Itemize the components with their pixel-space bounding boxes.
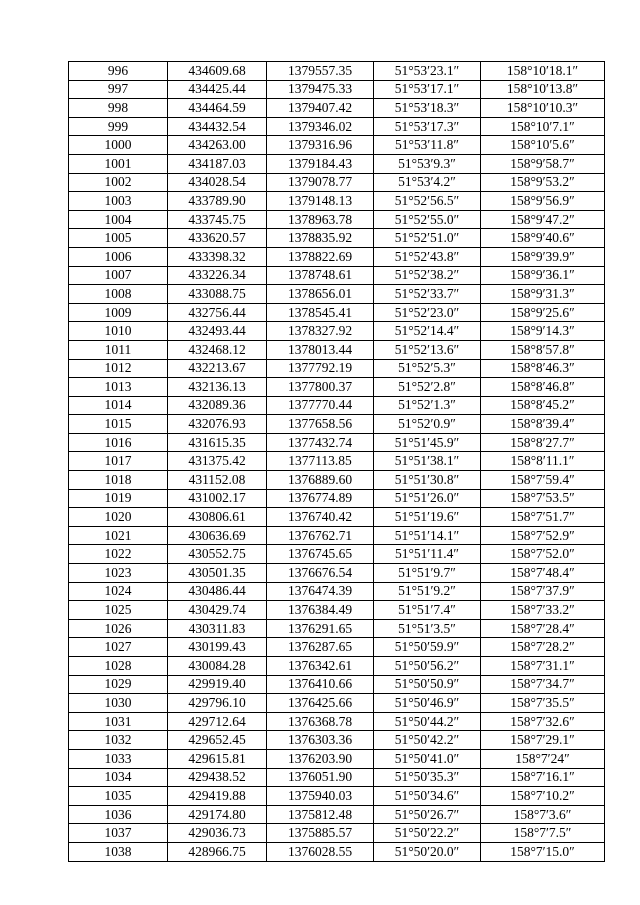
point-number-cell: 1001	[69, 154, 168, 173]
x-coordinate-cell: 432493.44	[168, 322, 267, 341]
y-coordinate-cell: 1377113.85	[267, 452, 374, 471]
longitude-cell: 158°8′45.2″	[481, 396, 605, 415]
y-coordinate-cell: 1375885.57	[267, 824, 374, 843]
point-number-cell: 1014	[69, 396, 168, 415]
y-coordinate-cell: 1377792.19	[267, 359, 374, 378]
y-coordinate-cell: 1376774.89	[267, 489, 374, 508]
x-coordinate-cell: 432089.36	[168, 396, 267, 415]
table-row	[69, 824, 605, 843]
latitude-cell: 51°50′35.3″	[374, 768, 481, 787]
x-coordinate-cell: 430806.61	[168, 508, 267, 527]
point-number-cell: 1027	[69, 638, 168, 657]
point-number-cell: 1009	[69, 303, 168, 322]
table-row	[69, 787, 605, 806]
point-number-cell: 1013	[69, 378, 168, 397]
y-coordinate-cell: 1376889.60	[267, 471, 374, 490]
point-number-cell: 1020	[69, 508, 168, 527]
table-row	[69, 657, 605, 676]
longitude-cell: 158°7′10.2″	[481, 787, 605, 806]
latitude-cell: 51°50′59.9″	[374, 638, 481, 657]
x-coordinate-cell: 429712.64	[168, 712, 267, 731]
longitude-cell: 158°7′28.4″	[481, 619, 605, 638]
point-number-cell: 1035	[69, 787, 168, 806]
latitude-cell: 51°51′9.7″	[374, 564, 481, 583]
table-row	[69, 62, 605, 81]
table-row	[69, 768, 605, 787]
latitude-cell: 51°52′43.8″	[374, 247, 481, 266]
point-number-cell: 1003	[69, 192, 168, 211]
x-coordinate-cell: 429919.40	[168, 675, 267, 694]
table-row	[69, 731, 605, 750]
table-row	[69, 99, 605, 118]
y-coordinate-cell: 1376384.49	[267, 601, 374, 620]
longitude-cell: 158°7′31.1″	[481, 657, 605, 676]
longitude-cell: 158°8′11.1″	[481, 452, 605, 471]
x-coordinate-cell: 433620.57	[168, 229, 267, 248]
latitude-cell: 51°53′11.8″	[374, 136, 481, 155]
latitude-cell: 51°51′19.6″	[374, 508, 481, 527]
x-coordinate-cell: 429796.10	[168, 694, 267, 713]
longitude-cell: 158°9′31.3″	[481, 285, 605, 304]
longitude-cell: 158°9′14.3″	[481, 322, 605, 341]
y-coordinate-cell: 1378545.41	[267, 303, 374, 322]
x-coordinate-cell: 431615.35	[168, 433, 267, 452]
x-coordinate-cell: 428966.75	[168, 842, 267, 861]
latitude-cell: 51°52′23.0″	[374, 303, 481, 322]
latitude-cell: 51°52′13.6″	[374, 340, 481, 359]
point-number-cell: 1017	[69, 452, 168, 471]
y-coordinate-cell: 1376368.78	[267, 712, 374, 731]
y-coordinate-cell: 1375812.48	[267, 805, 374, 824]
table-row	[69, 80, 605, 99]
x-coordinate-cell: 431152.08	[168, 471, 267, 490]
longitude-cell: 158°9′58.7″	[481, 154, 605, 173]
x-coordinate-cell: 434028.54	[168, 173, 267, 192]
point-number-cell: 1033	[69, 749, 168, 768]
latitude-cell: 51°52′55.0″	[374, 210, 481, 229]
x-coordinate-cell: 430486.44	[168, 582, 267, 601]
y-coordinate-cell: 1376342.61	[267, 657, 374, 676]
longitude-cell: 158°9′40.6″	[481, 229, 605, 248]
point-number-cell: 1034	[69, 768, 168, 787]
table-row	[69, 805, 605, 824]
longitude-cell: 158°8′57.8″	[481, 340, 605, 359]
y-coordinate-cell: 1376287.65	[267, 638, 374, 657]
point-number-cell: 1007	[69, 266, 168, 285]
table-row	[69, 117, 605, 136]
longitude-cell: 158°10′13.8″	[481, 80, 605, 99]
table-row	[69, 601, 605, 620]
longitude-cell: 158°8′46.3″	[481, 359, 605, 378]
y-coordinate-cell: 1377770.44	[267, 396, 374, 415]
longitude-cell: 158°7′33.2″	[481, 601, 605, 620]
longitude-cell: 158°7′24″	[481, 749, 605, 768]
x-coordinate-cell: 434464.59	[168, 99, 267, 118]
latitude-cell: 51°50′42.2″	[374, 731, 481, 750]
table-row	[69, 712, 605, 731]
y-coordinate-cell: 1376745.65	[267, 545, 374, 564]
y-coordinate-cell: 1376425.66	[267, 694, 374, 713]
longitude-cell: 158°9′53.2″	[481, 173, 605, 192]
y-coordinate-cell: 1378822.69	[267, 247, 374, 266]
longitude-cell: 158°10′18.1″	[481, 62, 605, 81]
table-row	[69, 675, 605, 694]
point-number-cell: 1006	[69, 247, 168, 266]
latitude-cell: 51°50′44.2″	[374, 712, 481, 731]
table-row	[69, 285, 605, 304]
latitude-cell: 51°52′0.9″	[374, 415, 481, 434]
latitude-cell: 51°51′26.0″	[374, 489, 481, 508]
x-coordinate-cell: 433226.34	[168, 266, 267, 285]
point-number-cell: 1005	[69, 229, 168, 248]
y-coordinate-cell: 1379078.77	[267, 173, 374, 192]
y-coordinate-cell: 1378013.44	[267, 340, 374, 359]
table-row	[69, 154, 605, 173]
latitude-cell: 51°50′34.6″	[374, 787, 481, 806]
y-coordinate-cell: 1375940.03	[267, 787, 374, 806]
table-row	[69, 433, 605, 452]
y-coordinate-cell: 1379148.13	[267, 192, 374, 211]
x-coordinate-cell: 430199.43	[168, 638, 267, 657]
point-number-cell: 1000	[69, 136, 168, 155]
latitude-cell: 51°50′46.9″	[374, 694, 481, 713]
table-row	[69, 508, 605, 527]
latitude-cell: 51°53′4.2″	[374, 173, 481, 192]
coordinates-table-body	[69, 62, 605, 862]
table-row	[69, 136, 605, 155]
table-row	[69, 303, 605, 322]
x-coordinate-cell: 434263.00	[168, 136, 267, 155]
longitude-cell: 158°7′34.7″	[481, 675, 605, 694]
longitude-cell: 158°9′39.9″	[481, 247, 605, 266]
table-row	[69, 396, 605, 415]
y-coordinate-cell: 1379316.96	[267, 136, 374, 155]
table-row	[69, 415, 605, 434]
y-coordinate-cell: 1377658.56	[267, 415, 374, 434]
point-number-cell: 1028	[69, 657, 168, 676]
table-row	[69, 340, 605, 359]
latitude-cell: 51°50′50.9″	[374, 675, 481, 694]
latitude-cell: 51°52′2.8″	[374, 378, 481, 397]
point-number-cell: 1031	[69, 712, 168, 731]
latitude-cell: 51°53′23.1″	[374, 62, 481, 81]
latitude-cell: 51°51′14.1″	[374, 526, 481, 545]
latitude-cell: 51°50′20.0″	[374, 842, 481, 861]
longitude-cell: 158°9′56.9″	[481, 192, 605, 211]
x-coordinate-cell: 429438.52	[168, 768, 267, 787]
x-coordinate-cell: 429036.73	[168, 824, 267, 843]
longitude-cell: 158°9′25.6″	[481, 303, 605, 322]
x-coordinate-cell: 433745.75	[168, 210, 267, 229]
table-row	[69, 526, 605, 545]
latitude-cell: 51°53′17.3″	[374, 117, 481, 136]
y-coordinate-cell: 1376028.55	[267, 842, 374, 861]
y-coordinate-cell: 1376303.36	[267, 731, 374, 750]
point-number-cell: 1026	[69, 619, 168, 638]
latitude-cell: 51°52′14.4″	[374, 322, 481, 341]
y-coordinate-cell: 1378963.78	[267, 210, 374, 229]
longitude-cell: 158°7′3.6″	[481, 805, 605, 824]
table-row	[69, 452, 605, 471]
x-coordinate-cell: 429419.88	[168, 787, 267, 806]
y-coordinate-cell: 1379346.02	[267, 117, 374, 136]
longitude-cell: 158°10′7.1″	[481, 117, 605, 136]
point-number-cell: 1021	[69, 526, 168, 545]
y-coordinate-cell: 1376740.42	[267, 508, 374, 527]
latitude-cell: 51°50′22.2″	[374, 824, 481, 843]
longitude-cell: 158°7′29.1″	[481, 731, 605, 750]
y-coordinate-cell: 1376676.54	[267, 564, 374, 583]
y-coordinate-cell: 1379557.35	[267, 62, 374, 81]
latitude-cell: 51°52′5.3″	[374, 359, 481, 378]
latitude-cell: 51°52′33.7″	[374, 285, 481, 304]
longitude-cell: 158°7′15.0″	[481, 842, 605, 861]
point-number-cell: 1029	[69, 675, 168, 694]
x-coordinate-cell: 430552.75	[168, 545, 267, 564]
x-coordinate-cell: 434187.03	[168, 154, 267, 173]
x-coordinate-cell: 432468.12	[168, 340, 267, 359]
point-number-cell: 1008	[69, 285, 168, 304]
longitude-cell: 158°10′5.6″	[481, 136, 605, 155]
x-coordinate-cell: 433789.90	[168, 192, 267, 211]
table-row	[69, 471, 605, 490]
point-number-cell: 1016	[69, 433, 168, 452]
x-coordinate-cell: 429174.80	[168, 805, 267, 824]
longitude-cell: 158°7′37.9″	[481, 582, 605, 601]
x-coordinate-cell: 430501.35	[168, 564, 267, 583]
x-coordinate-cell: 432213.67	[168, 359, 267, 378]
latitude-cell: 51°51′7.4″	[374, 601, 481, 620]
latitude-cell: 51°52′56.5″	[374, 192, 481, 211]
y-coordinate-cell: 1376474.39	[267, 582, 374, 601]
latitude-cell: 51°50′56.2″	[374, 657, 481, 676]
x-coordinate-cell: 429615.81	[168, 749, 267, 768]
table-row	[69, 545, 605, 564]
longitude-cell: 158°7′32.6″	[481, 712, 605, 731]
table-row	[69, 378, 605, 397]
table-row	[69, 564, 605, 583]
point-number-cell: 1011	[69, 340, 168, 359]
x-coordinate-cell: 432076.93	[168, 415, 267, 434]
latitude-cell: 51°51′45.9″	[374, 433, 481, 452]
x-coordinate-cell: 430311.83	[168, 619, 267, 638]
longitude-cell: 158°8′39.4″	[481, 415, 605, 434]
latitude-cell: 51°51′11.4″	[374, 545, 481, 564]
point-number-cell: 997	[69, 80, 168, 99]
point-number-cell: 1032	[69, 731, 168, 750]
x-coordinate-cell: 434609.68	[168, 62, 267, 81]
table-row	[69, 489, 605, 508]
table-row	[69, 247, 605, 266]
latitude-cell: 51°52′1.3″	[374, 396, 481, 415]
table-row	[69, 192, 605, 211]
x-coordinate-cell: 430429.74	[168, 601, 267, 620]
latitude-cell: 51°50′26.7″	[374, 805, 481, 824]
coordinates-table	[68, 61, 605, 862]
point-number-cell: 1002	[69, 173, 168, 192]
y-coordinate-cell: 1376762.71	[267, 526, 374, 545]
point-number-cell: 1004	[69, 210, 168, 229]
x-coordinate-cell: 430636.69	[168, 526, 267, 545]
latitude-cell: 51°51′38.1″	[374, 452, 481, 471]
table-row	[69, 694, 605, 713]
x-coordinate-cell: 432136.13	[168, 378, 267, 397]
table-row	[69, 266, 605, 285]
point-number-cell: 1025	[69, 601, 168, 620]
y-coordinate-cell: 1379184.43	[267, 154, 374, 173]
point-number-cell: 999	[69, 117, 168, 136]
table-row	[69, 749, 605, 768]
point-number-cell: 1015	[69, 415, 168, 434]
x-coordinate-cell: 431375.42	[168, 452, 267, 471]
y-coordinate-cell: 1377432.74	[267, 433, 374, 452]
longitude-cell: 158°7′7.5″	[481, 824, 605, 843]
point-number-cell: 1023	[69, 564, 168, 583]
y-coordinate-cell: 1379407.42	[267, 99, 374, 118]
longitude-cell: 158°7′16.1″	[481, 768, 605, 787]
longitude-cell: 158°9′36.1″	[481, 266, 605, 285]
table-row	[69, 322, 605, 341]
point-number-cell: 1019	[69, 489, 168, 508]
latitude-cell: 51°51′3.5″	[374, 619, 481, 638]
y-coordinate-cell: 1378656.01	[267, 285, 374, 304]
point-number-cell: 1012	[69, 359, 168, 378]
point-number-cell: 1022	[69, 545, 168, 564]
x-coordinate-cell: 430084.28	[168, 657, 267, 676]
longitude-cell: 158°7′53.5″	[481, 489, 605, 508]
y-coordinate-cell: 1378748.61	[267, 266, 374, 285]
latitude-cell: 51°52′38.2″	[374, 266, 481, 285]
point-number-cell: 1038	[69, 842, 168, 861]
point-number-cell: 998	[69, 99, 168, 118]
x-coordinate-cell: 431002.17	[168, 489, 267, 508]
x-coordinate-cell: 434425.44	[168, 80, 267, 99]
table-row	[69, 210, 605, 229]
point-number-cell: 1030	[69, 694, 168, 713]
longitude-cell: 158°10′10.3″	[481, 99, 605, 118]
point-number-cell: 1036	[69, 805, 168, 824]
table-row	[69, 619, 605, 638]
point-number-cell: 1037	[69, 824, 168, 843]
latitude-cell: 51°53′9.3″	[374, 154, 481, 173]
point-number-cell: 996	[69, 62, 168, 81]
point-number-cell: 1010	[69, 322, 168, 341]
table-row	[69, 173, 605, 192]
longitude-cell: 158°7′52.9″	[481, 526, 605, 545]
latitude-cell: 51°51′30.8″	[374, 471, 481, 490]
longitude-cell: 158°9′47.2″	[481, 210, 605, 229]
y-coordinate-cell: 1379475.33	[267, 80, 374, 99]
table-row	[69, 229, 605, 248]
y-coordinate-cell: 1376410.66	[267, 675, 374, 694]
point-number-cell: 1018	[69, 471, 168, 490]
latitude-cell: 51°53′17.1″	[374, 80, 481, 99]
longitude-cell: 158°7′59.4″	[481, 471, 605, 490]
y-coordinate-cell: 1376051.90	[267, 768, 374, 787]
longitude-cell: 158°8′27.7″	[481, 433, 605, 452]
y-coordinate-cell: 1376291.65	[267, 619, 374, 638]
x-coordinate-cell: 433088.75	[168, 285, 267, 304]
table-row	[69, 842, 605, 861]
latitude-cell: 51°50′41.0″	[374, 749, 481, 768]
table-row	[69, 582, 605, 601]
x-coordinate-cell: 429652.45	[168, 731, 267, 750]
longitude-cell: 158°7′35.5″	[481, 694, 605, 713]
longitude-cell: 158°7′48.4″	[481, 564, 605, 583]
x-coordinate-cell: 432756.44	[168, 303, 267, 322]
longitude-cell: 158°7′28.2″	[481, 638, 605, 657]
latitude-cell: 51°53′18.3″	[374, 99, 481, 118]
y-coordinate-cell: 1378327.92	[267, 322, 374, 341]
y-coordinate-cell: 1376203.90	[267, 749, 374, 768]
longitude-cell: 158°8′46.8″	[481, 378, 605, 397]
x-coordinate-cell: 434432.54	[168, 117, 267, 136]
latitude-cell: 51°52′51.0″	[374, 229, 481, 248]
latitude-cell: 51°51′9.2″	[374, 582, 481, 601]
x-coordinate-cell: 433398.32	[168, 247, 267, 266]
point-number-cell: 1024	[69, 582, 168, 601]
y-coordinate-cell: 1377800.37	[267, 378, 374, 397]
longitude-cell: 158°7′51.7″	[481, 508, 605, 527]
table-row	[69, 359, 605, 378]
y-coordinate-cell: 1378835.92	[267, 229, 374, 248]
longitude-cell: 158°7′52.0″	[481, 545, 605, 564]
table-row	[69, 638, 605, 657]
